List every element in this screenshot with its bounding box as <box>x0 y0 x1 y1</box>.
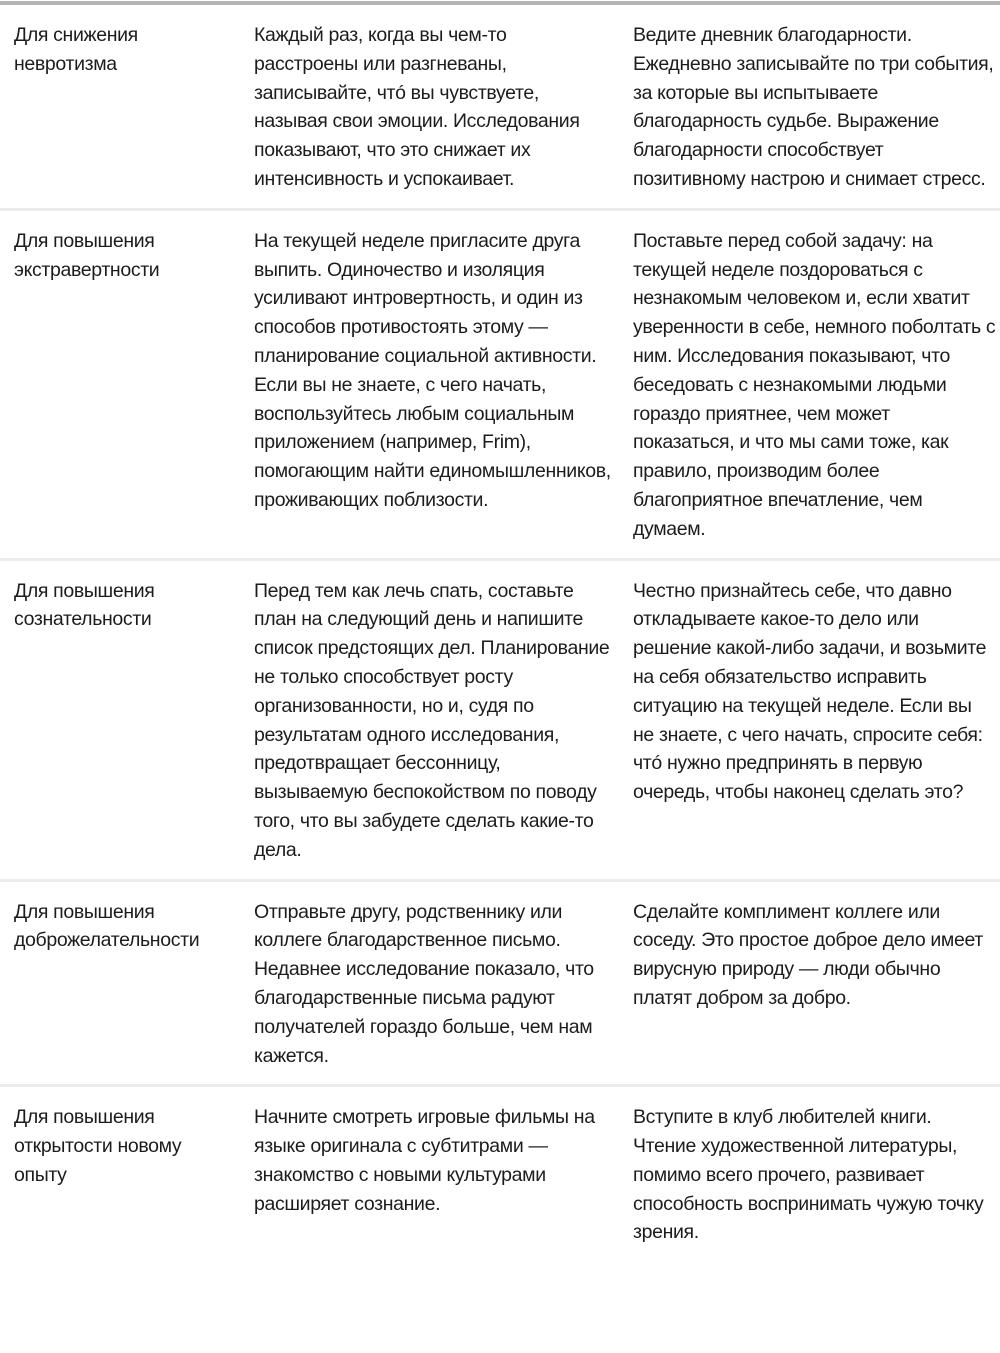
tip-cell-1 <box>240 1086 619 1261</box>
table-row-neuroticism <box>0 5 1000 209</box>
goal-cell <box>0 559 240 880</box>
tip-text-1: Начните смотреть игровые фильмы на языке оригинала с субтитрами — знакомство с новыми культурами расширяет сознание. <box>254 1106 595 1215</box>
table-row-openness <box>0 1086 1000 1261</box>
tip-text-2: Вступите в клуб любителей книги. Чтение художественной литературы, помимо всего прочего, развивает способность воспринимать чужую точку зрения. <box>633 1106 984 1244</box>
tip-cell-2 <box>619 5 1000 209</box>
table-row-conscientiousness <box>0 559 1000 880</box>
goal-cell <box>0 209 240 559</box>
tip-text-1: На текущей неделе пригласите друга выпить. Одиночество и изоляция усиливают интровертность, и один из способов противостоять этому — планирование социальной активности. Если вы не знаете, с чего начать, воспользуйтесь любым социальным приложением (например, Frim), помогающим найти единомышленников, проживающих поблизости. <box>254 229 611 511</box>
tip-cell-1 <box>240 880 619 1086</box>
tip-cell-1 <box>240 559 619 880</box>
tip-text-2: Поставьте перед собой задачу: на текущей неделе поздороваться с незнакомым человеком и, если хватит уверенности в себе, немного поболтать с ним. Исследования показывают, что беседовать с незнакомыми людьми гораздо приятнее, чем может показаться, и что мы сами тоже, как правило, производим более благоприятное впечатление, чем думаем. <box>633 229 996 540</box>
tip-cell-1 <box>240 209 619 559</box>
tip-text-2: Сделайте комплимент коллеге или соседу. Это простое доброе дело имеет вирусную природу — люди обычно платят добром за добро. <box>633 900 983 1009</box>
goal-text: Для повышения открытости новому опыту <box>14 1106 182 1186</box>
table-row-extraversion <box>0 209 1000 559</box>
tip-text-1: Перед тем как лечь спать, составьте план на следующий день и напишите список предстоящих дел. Планирование не только способствует росту организованности, но и, судя по результатам одного исследования, предотвращает бессонницу, вызываемую беспокойством по поводу того, что вы забудете сделать какие-то дела. <box>254 579 610 861</box>
tip-cell-2 <box>619 1086 1000 1261</box>
goal-text: Для повышения сознательности <box>14 579 155 631</box>
personality-tips-table <box>0 5 1000 1261</box>
tip-text-2: Ведите дневник благодарности. Ежедневно записывайте по три события, за которые вы испытываете благодарность судьбе. Выражение благодарности способствует позитивному настрою и снимает стресс. <box>633 24 994 190</box>
goal-cell <box>0 880 240 1086</box>
tip-cell-1 <box>240 5 619 209</box>
tip-cell-2 <box>619 559 1000 880</box>
goal-text: Для снижения невротизма <box>14 24 138 75</box>
tip-text-1: Каждый раз, когда вы чем-то расстроены или разгневаны, записывайте, чтó вы чувствуете, называя свои эмоции. Исследования показывают, что это снижает их интенсивность и успокаивает. <box>254 24 580 190</box>
goal-text: Для повышения экстравертности <box>14 229 160 281</box>
goal-cell <box>0 5 240 209</box>
goal-text: Для повышения доброжелательности <box>14 900 200 952</box>
tip-text-1: Отправьте другу, родственнику или коллеге благодарственное письмо. Недавнее исследование показало, что благодарственные письма радуют получателей гораздо больше, чем нам кажется. <box>254 900 594 1067</box>
tip-text-2: Честно признайтесь себе, что давно откладываете какое-то дело или решение какой-либо задачи, и возьмите на себя обязательство исправить ситуацию на текущей неделе. Если вы не знаете, с чего начать, спросите себя: чтó нужно предпринять в первую очередь, чтобы наконец сделать это? <box>633 579 987 804</box>
goal-cell <box>0 1086 240 1261</box>
tip-cell-2 <box>619 209 1000 559</box>
table-row-agreeableness <box>0 880 1000 1086</box>
tip-cell-2 <box>619 880 1000 1086</box>
